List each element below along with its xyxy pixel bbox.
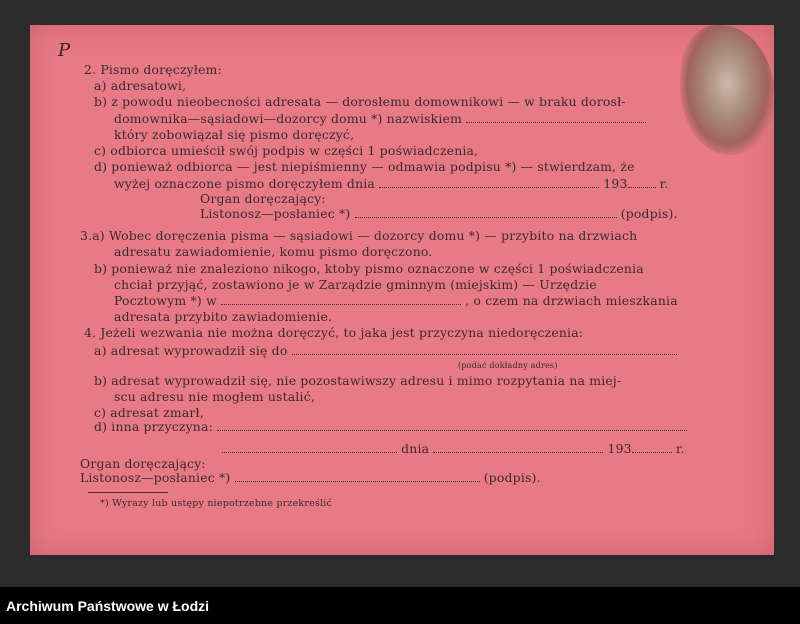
footnote-divider [88,492,168,493]
item-3b-cont3: adresata przybito zawiadomienie. [114,309,333,324]
item-2b-cont: domownika—sąsiadowi—dozorcy domu *) nazwiskiem [114,111,646,126]
postman-signature-line-2: Listonosz—posłaniec *) (podpis). [80,470,541,485]
date-line-2: dnia 193 r. [222,441,685,456]
item-2b-cont2: który zobowiązał się pismo doręczyć, [114,127,355,142]
item-4d: d) inna przyczyna: [94,419,687,434]
item-4b-cont: scu adresu nie mogłem ustalić, [114,389,315,404]
section-2-heading: 2. Pismo doręczyłem: [84,62,222,77]
organ-label-1: Organ doręczający: [200,191,326,206]
handwritten-mark: P [58,40,71,61]
section-4-heading: 4. Jeżeli wezwania nie można doręczyć, to jaka jest przyczyna niedoręczenia: [84,325,584,340]
footnote: *) Wyrazy lub ustępy niepotrzebne przekreślić [100,498,333,509]
item-3b: b) ponieważ nie znaleziono nikogo, ktoby pismo oznaczone w części 1 poświadczenia [94,261,644,276]
item-2c: c) odbiorca umieścił swój podpis w części 1 poświadczenia, [94,143,479,158]
item-3b-office-line: Pocztowym *) w , o czem na drzwiach mieszkania [114,293,678,308]
organ-label-2: Organ doręczający: [80,456,206,471]
item-2b: b) z powodu nieobecności adresata — dorosłemu domownikowi — w braku dorosł- [94,94,626,109]
item-2d: d) ponieważ odbiorca — jest niepiśmienny — odmawia podpisu *) — stwierdzam, że [94,159,635,174]
item-4b: b) adresat wyprowadził się, nie pozostawiwszy adresu i mimo rozpytania na miej- [94,373,622,388]
archive-credit: Archiwum Państwowe w Łodzi [6,598,210,614]
item-3b-cont: chciał przyjąć, zostawiono je w Zarządzie gminnym (miejskim) — Urzędzie [114,277,597,292]
item-4a: a) adresat wyprowadził się do [94,343,677,358]
item-2d-date-line: wyżej oznaczone pismo doręczyłem dnia 193 r. [114,176,669,191]
item-3a: 3.a) Wobec doręczenia pisma — sąsiadowi — dozorcy domu *) — przybito na drzwiach [80,228,638,243]
postman-signature-line-1: Listonosz—posłaniec *) (podpis). [200,206,678,221]
item-3a-cont: adresatu zawiadomienie, komu pismo doręczono. [114,244,433,259]
item-2a: a) adresatowi, [94,78,187,93]
item-4c: c) adresat zmarł, [94,405,204,420]
address-hint: (podać dokładny adres) [458,361,558,370]
